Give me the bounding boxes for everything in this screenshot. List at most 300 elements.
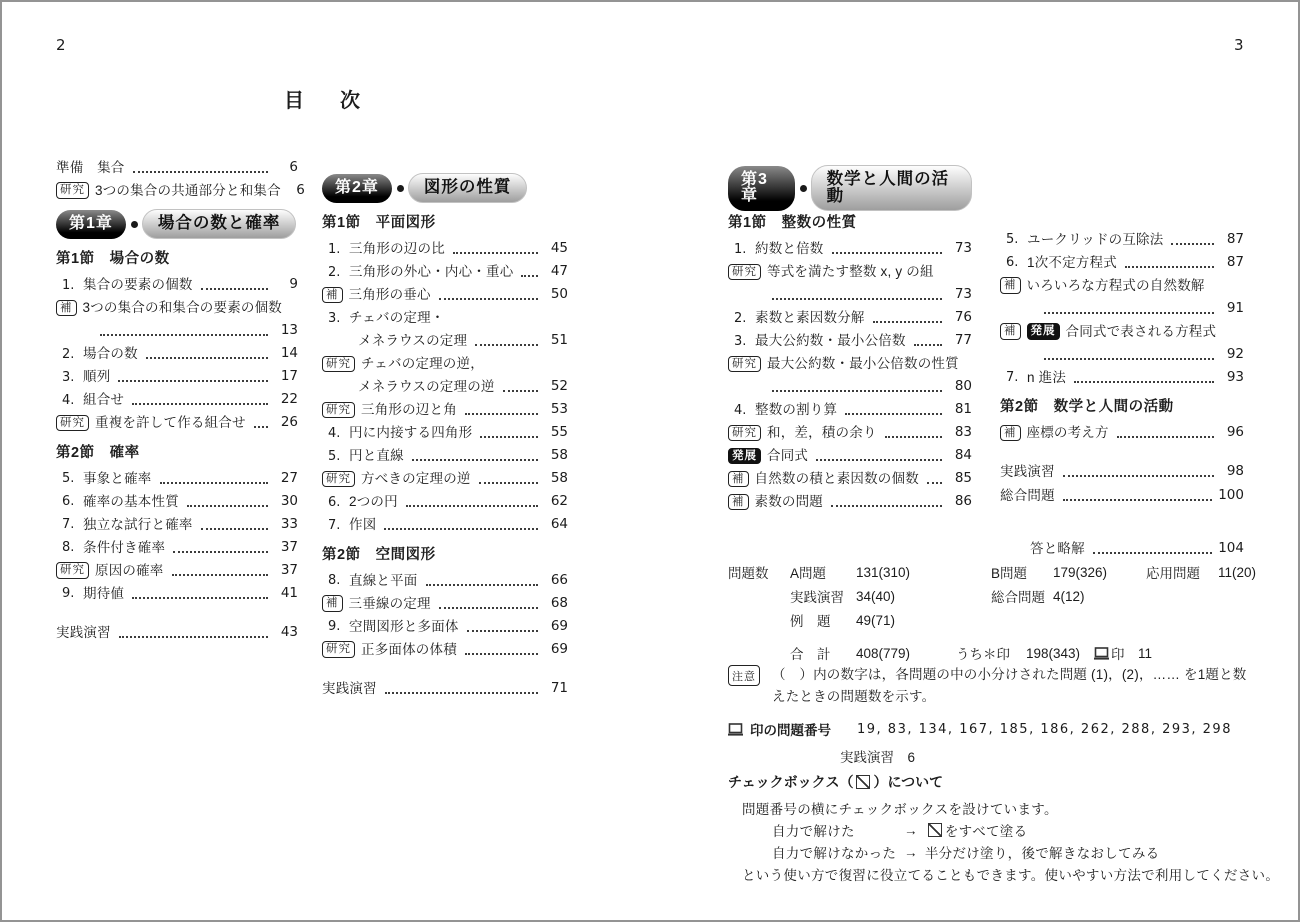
entry-number: 9. — [328, 619, 341, 634]
toc-entry — [1000, 320, 1244, 343]
computer-icon — [728, 723, 743, 736]
notice-block — [728, 664, 1256, 707]
entry-label: 円と直線 — [349, 448, 404, 464]
entry-label: 方べきの定理の逆 — [361, 471, 471, 487]
entry-label: 実践演習 — [56, 624, 111, 640]
vertical-gap — [1000, 508, 1244, 523]
leader-dots — [173, 543, 268, 553]
page-number: 17 — [280, 368, 298, 385]
leader-dots — [885, 428, 942, 438]
entry-label: 等式を満たす整数 x, y の組 — [767, 264, 934, 280]
leader-dots — [385, 684, 538, 694]
badge-kenkyu: 研究 — [728, 425, 761, 442]
checkbox-line-tail: 半分だけ塗り，後で解きなおしてみる — [924, 846, 1160, 861]
entry-label: 答と略解 — [1030, 541, 1085, 557]
entry-label: 三角形の辺の比 — [349, 241, 445, 257]
stats-row — [728, 641, 1252, 665]
page-number: 14 — [280, 345, 298, 362]
toc-entry — [1000, 228, 1244, 251]
leader-dots — [845, 405, 942, 415]
entry-number: 2. — [62, 346, 75, 362]
badge-kenkyu: 研究 — [322, 641, 355, 658]
computer-icon — [1094, 647, 1109, 660]
page-number: 50 — [550, 286, 568, 303]
entry-label: 実践演習 — [1000, 464, 1055, 480]
entry-label: いろいろな方程式の自然数解 — [1026, 277, 1205, 293]
entry-label: ユークリッドの互除法 — [1027, 231, 1164, 247]
page-number: 96 — [1226, 424, 1244, 441]
badge-hatten: 発展 — [1027, 323, 1060, 340]
badge-ho: 補 — [322, 287, 343, 304]
entry-number: 5. — [328, 448, 341, 464]
stats-label: 応用問題 — [1146, 566, 1200, 581]
entry-label: 組合せ — [83, 392, 125, 408]
toc-entry — [56, 156, 298, 179]
leader-dots — [1117, 428, 1214, 438]
chapter-number-pill: 第2章 — [322, 174, 392, 203]
leader-dots — [453, 244, 538, 254]
entry-number: 8. — [62, 540, 75, 555]
page-number: 37 — [280, 561, 298, 578]
page-number: 71 — [550, 679, 568, 696]
entry-label: 準備 集合 — [56, 159, 125, 175]
checkbox-line: という使い方で復習に役立てることもできます。使いやすい方法で利用してください。 — [742, 868, 1280, 883]
arrow-icon: → — [904, 844, 925, 860]
page-number: 33 — [280, 515, 298, 532]
toc-entry — [728, 422, 972, 445]
entry-label: 期待値 — [83, 585, 125, 601]
toc-entry — [728, 284, 972, 307]
stats-value: 4(12) — [1053, 588, 1085, 604]
checkbox-line-tail: をすべて塗る — [944, 824, 1028, 839]
toc-column-1 — [56, 155, 305, 644]
toc-entry — [1000, 366, 1244, 389]
entry-label: 空間図形と多面体 — [349, 618, 459, 634]
page-number: 64 — [550, 516, 568, 533]
page-number: 51 — [550, 332, 568, 349]
entry-label: 原因の確率 — [95, 562, 164, 578]
toc-entry — [56, 559, 298, 582]
page-number-right: 3 — [1234, 36, 1244, 54]
toc-entry — [1000, 297, 1244, 320]
checkbox-glyph-icon — [856, 775, 870, 789]
page-number: 104 — [1218, 540, 1244, 557]
leader-dots — [118, 372, 268, 382]
leader-dots — [914, 336, 942, 346]
toc-entry — [56, 467, 298, 490]
leader-dots — [1093, 544, 1212, 554]
leader-dots — [439, 599, 538, 609]
leader-dots — [465, 405, 538, 415]
page-number: 52 — [550, 378, 568, 395]
entry-label: 約数と倍数 — [755, 241, 824, 257]
toc-entry — [322, 376, 568, 399]
toc-entry — [322, 615, 568, 638]
stats-label: 実践演習 — [790, 590, 844, 605]
chapter-title-pill: 場合の数と確率 — [142, 209, 297, 239]
page-number: 6 — [296, 181, 305, 198]
toc-entry — [322, 638, 568, 661]
badge-kenkyu: 研究 — [56, 415, 89, 432]
page-number: 77 — [954, 332, 972, 349]
entry-number: 7. — [62, 517, 75, 532]
checkbox-title-post: ）について — [873, 774, 944, 790]
page-number: 41 — [280, 584, 298, 601]
leader-dots — [1063, 491, 1212, 501]
entry-label: 三角形の辺と角 — [361, 402, 457, 418]
entry-label: n 進法 — [1027, 369, 1067, 385]
entry-label: メネラウスの定理の逆 — [358, 379, 495, 395]
page-number: 92 — [1226, 345, 1244, 362]
chapter-number-pill: 第1章 — [56, 210, 126, 239]
leader-dots — [160, 474, 269, 484]
entry-label: 正多面体の体積 — [361, 641, 457, 657]
leader-dots — [1074, 373, 1214, 383]
badge-kenkyu: 研究 — [56, 182, 89, 199]
entry-label: 場合の数 — [83, 346, 138, 362]
leader-dots — [1063, 467, 1214, 477]
entry-label: 順列 — [83, 369, 111, 385]
page-number: 6 — [289, 158, 298, 175]
toc-entry — [322, 353, 568, 376]
entry-label: 素数と素因数分解 — [755, 310, 865, 326]
entry-number: 7. — [328, 517, 341, 533]
entry-label: 1次不定方程式 — [1027, 254, 1117, 270]
chapter-heading — [56, 208, 298, 240]
chapter-title-pill: 図形の性質 — [408, 173, 528, 203]
page-number: 27 — [280, 469, 298, 486]
entry-label: 三角形の外心・内心・重心 — [349, 264, 514, 280]
pc-problems-label: 印の問題番号 — [750, 723, 831, 738]
leader-dots — [927, 474, 942, 484]
checkbox-line — [728, 819, 1279, 841]
toc-entry — [1000, 251, 1244, 274]
entry-number: 6. — [1006, 255, 1019, 270]
badge-kenkyu: 研究 — [728, 356, 761, 373]
entry-label: 事象と確率 — [83, 470, 152, 486]
page-number: 73 — [954, 240, 972, 257]
leader-dots — [172, 566, 269, 576]
entry-number: 2. — [734, 310, 747, 326]
pc-problems-row — [728, 718, 1232, 740]
stats-label: 例 題 — [790, 614, 831, 629]
section-heading: 第2節 確率 — [56, 444, 140, 461]
entry-number: 1. — [734, 241, 747, 257]
leader-dots — [201, 520, 268, 530]
toc-entry — [322, 445, 568, 468]
stats-value: 34(40) — [856, 588, 896, 604]
entry-label: 三角形の垂心 — [348, 287, 431, 303]
badge-ho: 補 — [322, 595, 343, 612]
entry-number: 4. — [328, 425, 341, 441]
badge-ho: 補 — [1000, 425, 1021, 442]
page-number: 86 — [954, 493, 972, 510]
vertical-gap — [322, 661, 568, 676]
entry-label: チェバの定理・ — [349, 310, 445, 326]
toc-entry — [1000, 485, 1244, 508]
toc-entry — [728, 468, 972, 491]
leader-dots — [132, 395, 268, 405]
page-number: 83 — [954, 424, 972, 441]
entry-number: 5. — [62, 471, 75, 486]
badge-kenkyu: 研究 — [322, 356, 355, 373]
checkbox-info-block — [728, 772, 1279, 885]
leader-dots — [772, 382, 942, 392]
badge-kenkyu: 研究 — [728, 264, 761, 281]
checkbox-line: 問題番号の横にチェックボックスを設けています。 — [742, 802, 1058, 817]
leader-dots — [503, 382, 538, 392]
entry-label: 条件付き確率 — [83, 539, 166, 555]
entry-number: 3. — [62, 369, 75, 385]
leader-dots — [816, 451, 942, 461]
toc-column-3 — [728, 166, 972, 514]
leader-dots — [254, 418, 268, 428]
vertical-gap — [1000, 523, 1244, 538]
entry-label: 作図 — [349, 517, 377, 533]
stats-label: A問題 — [790, 566, 827, 581]
toc-entry — [322, 514, 568, 537]
leader-dots — [467, 622, 538, 632]
section-heading: 第1節 整数の性質 — [728, 215, 857, 231]
badge-ho: 補 — [728, 471, 749, 488]
leader-dots — [426, 576, 539, 586]
page-number: 87 — [1226, 253, 1244, 270]
page-number: 13 — [280, 322, 298, 339]
entry-label: 整数の割り算 — [755, 402, 838, 418]
toc-entry — [56, 513, 298, 536]
entry-label: 最大公約数・最小公倍数の性質 — [767, 356, 959, 372]
badge-kenkyu: 研究 — [322, 471, 355, 488]
toc-entry — [322, 238, 568, 261]
leader-dots — [1171, 235, 1214, 245]
entry-label: 合同式 — [767, 448, 809, 464]
computer-icon — [728, 723, 745, 736]
badge-kenkyu: 研究 — [56, 562, 89, 579]
section-heading: 第1節 場合の数 — [56, 251, 170, 267]
stats-row — [728, 560, 1257, 584]
toc-entry — [56, 320, 298, 343]
arrow-icon: → — [904, 822, 925, 838]
stats-row — [728, 584, 1252, 608]
badge-ho: 補 — [728, 494, 749, 511]
page-number: 93 — [1226, 368, 1244, 385]
toc-entry — [728, 376, 972, 399]
leader-dots — [831, 497, 942, 507]
badge-ho: 補 — [1000, 323, 1021, 340]
toc-entry — [56, 297, 298, 320]
stats-value: 198(343) — [1026, 645, 1081, 661]
toc-entry — [728, 330, 972, 353]
toc-entry — [56, 582, 298, 605]
toc-entry — [728, 238, 972, 261]
page-number: 62 — [550, 493, 568, 510]
entry-label: 三垂線の定理 — [348, 595, 431, 611]
stats-label: 印 — [1094, 643, 1138, 663]
leader-dots — [480, 428, 538, 438]
page-number: 9 — [289, 276, 298, 293]
toc-entry — [322, 422, 568, 445]
entry-number: 7. — [1006, 370, 1019, 385]
toc-title: 目 次 — [284, 90, 368, 112]
checkbox-title — [728, 772, 1279, 792]
toc-entry — [728, 261, 972, 284]
leader-dots — [475, 336, 538, 346]
entry-number: 5. — [1006, 232, 1019, 247]
leader-dots — [201, 280, 268, 290]
toc-entry — [1000, 422, 1244, 445]
toc-entry — [728, 353, 972, 376]
page-number: 22 — [280, 391, 298, 408]
badge-kenkyu: 研究 — [322, 402, 355, 419]
stats-label: うち＊印 — [956, 647, 1010, 662]
entry-label: 集合の要素の個数 — [83, 277, 193, 293]
badge-ho: 補 — [1000, 277, 1021, 294]
entry-label: 重複を許して作る組合せ — [95, 415, 246, 431]
stats-label: 総合問題 — [991, 590, 1045, 605]
chapter-connector-dot — [131, 221, 138, 228]
checkbox-lines — [728, 797, 1279, 885]
entry-label: 最大公約数・最小公倍数 — [755, 333, 906, 349]
toc-entry — [56, 343, 298, 366]
page-number: 58 — [550, 470, 568, 487]
entry-label: チェバの定理の逆， — [361, 356, 484, 372]
entry-label: 3つの集合の共通部分と和集合 — [95, 182, 281, 198]
chapter-connector-dot — [800, 185, 807, 192]
badge-ho: 補 — [56, 300, 77, 317]
leader-dots — [772, 290, 942, 300]
toc-entry — [1000, 343, 1244, 366]
leader-dots — [873, 313, 942, 323]
stats-value: 49(71) — [856, 612, 896, 628]
entry-number: 4. — [62, 392, 75, 408]
chapter-connector-dot — [397, 185, 404, 192]
toc-entry — [322, 307, 568, 330]
notice-text: （ ）内の数字は，各問題の中の小分けされた問題 (1)，(2)，…… を1題と数えたときの問題数を示す。 — [772, 667, 1247, 704]
toc-entry — [56, 621, 298, 644]
leader-dots — [384, 520, 538, 530]
pc-problems-extra: 実践演習 6 — [840, 750, 916, 765]
toc-entry — [1000, 274, 1244, 297]
leader-dots — [1044, 350, 1214, 360]
leader-dots — [146, 349, 268, 359]
entry-number: 6. — [62, 494, 75, 509]
toc-entry — [728, 445, 972, 468]
page-number: 100 — [1218, 487, 1244, 504]
toc-entry — [56, 412, 298, 435]
entry-label: メネラウスの定理 — [358, 333, 468, 349]
checkbox-line-label: 自力で解けた — [772, 824, 855, 839]
problem-count-block — [728, 560, 1257, 665]
entry-label: 3つの集合の和集合の要素の個数 — [82, 300, 283, 316]
toc-column-2 — [322, 166, 568, 700]
toc-entry — [56, 490, 298, 513]
toc-entry — [322, 592, 568, 615]
leader-dots — [187, 497, 268, 507]
checkbox-title-pre: チェックボックス（ — [728, 774, 854, 790]
notice-badge: 注意 — [728, 665, 760, 686]
toc-entry — [56, 274, 298, 297]
leader-dots — [119, 628, 268, 638]
leader-dots — [100, 326, 268, 336]
toc-entry — [56, 389, 298, 412]
leader-dots — [832, 244, 943, 254]
page-number: 53 — [550, 401, 568, 418]
toc-entry — [322, 399, 568, 422]
entry-number: 1. — [62, 277, 75, 293]
chapter-heading — [728, 172, 972, 204]
pc-problems-block — [728, 718, 1232, 766]
stats-row — [728, 608, 1252, 632]
badge-hatten: 発展 — [728, 448, 761, 465]
entry-number: 2. — [328, 264, 341, 280]
page-number: 26 — [280, 414, 298, 431]
page-number: 58 — [550, 447, 568, 464]
page-number: 69 — [550, 617, 568, 634]
leader-dots — [479, 474, 538, 484]
page-number: 43 — [280, 623, 298, 640]
toc-entry — [728, 399, 972, 422]
entry-number: 3. — [328, 310, 341, 326]
vertical-gap — [1000, 445, 1244, 460]
stats-value: 179(326) — [1053, 564, 1108, 580]
page-number: 91 — [1226, 299, 1244, 316]
stats-value: 408(779) — [856, 645, 911, 661]
page-number-left: 2 — [56, 36, 66, 54]
entry-number: 9. — [62, 586, 75, 601]
entry-label: 独立な試行と確率 — [83, 516, 193, 532]
stats-value: 131(310) — [856, 564, 911, 580]
chapter-number-pill: 第3章 — [728, 166, 795, 211]
toc-entry — [322, 261, 568, 284]
page-number: 84 — [954, 447, 972, 464]
page-number: 45 — [550, 240, 568, 257]
section-heading: 第2節 空間図形 — [322, 546, 436, 563]
stats-value: 問題数 — [728, 566, 769, 581]
entry-label: 総合問題 — [1000, 488, 1055, 504]
toc-entry — [56, 536, 298, 559]
toc-entry — [322, 284, 568, 307]
toc-entry — [56, 179, 305, 202]
page-number: 76 — [954, 309, 972, 326]
page-number: 85 — [954, 470, 972, 487]
leader-dots — [439, 290, 538, 300]
entry-label: 円に内接する四角形 — [349, 425, 473, 441]
page-number: 37 — [280, 538, 298, 555]
leader-dots — [133, 163, 269, 173]
section-heading: 第1節 平面図形 — [322, 215, 436, 231]
stats-value: 11 — [1138, 645, 1153, 661]
leader-dots — [406, 497, 538, 507]
vertical-gap — [56, 605, 298, 620]
page-number: 81 — [954, 401, 972, 418]
toc-entry — [322, 491, 568, 514]
pc-problems-numbers: 19, 83, 134, 167, 185, 186, 262, 288, 293, 298 — [857, 721, 1232, 737]
entry-number: 4. — [734, 402, 747, 418]
checkbox-glyph-icon — [928, 823, 942, 837]
entry-label: 座標の考え方 — [1026, 425, 1109, 441]
entry-number: 8. — [328, 573, 341, 588]
entry-label: 直線と平面 — [349, 572, 418, 588]
leader-dots — [132, 589, 268, 599]
toc-entry — [322, 677, 568, 700]
stats-label: B問題 — [991, 566, 1028, 581]
checkbox-line-label: 自力で解けなかった — [772, 846, 897, 861]
toc-column-4 — [1000, 228, 1244, 561]
page-number: 55 — [550, 424, 568, 441]
entry-label: 合同式で表される方程式 — [1065, 323, 1217, 339]
section-heading: 第2節 数学と人間の活動 — [1000, 399, 1174, 415]
stats-value: 11(20) — [1218, 564, 1257, 580]
